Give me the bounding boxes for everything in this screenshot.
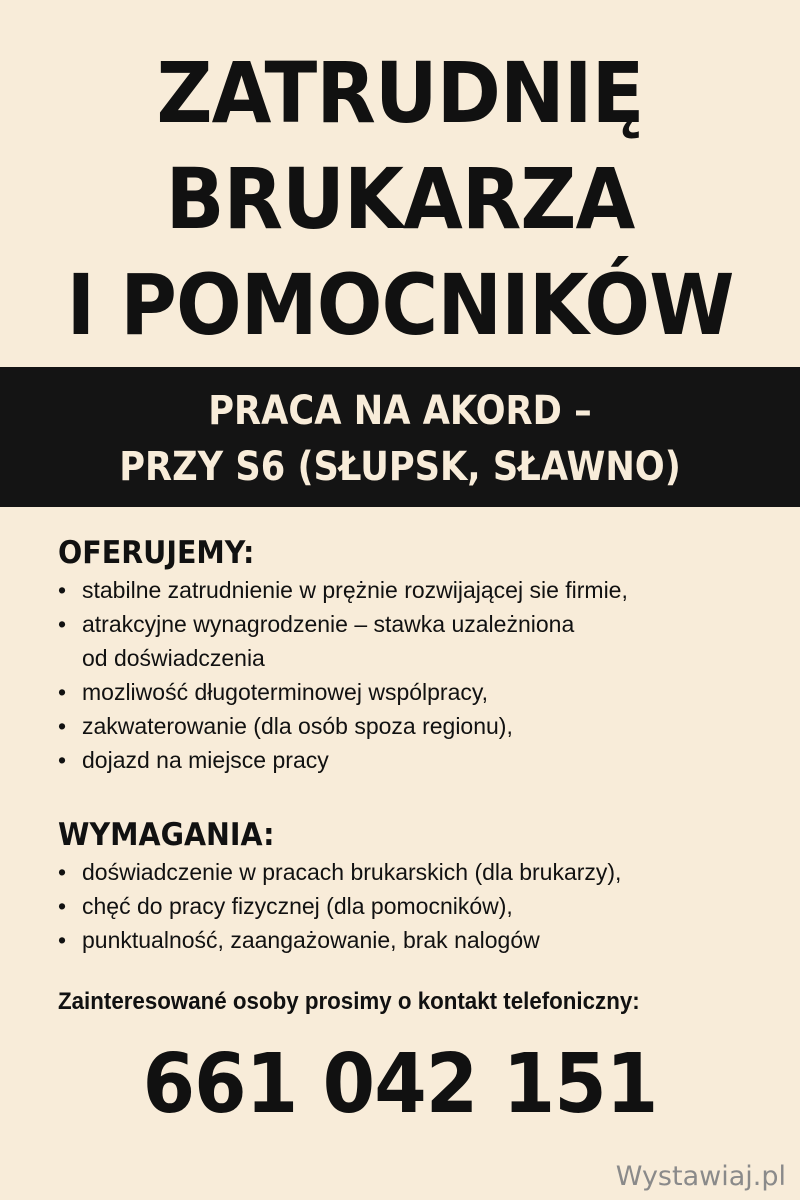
offer-list <box>58 573 778 777</box>
list-item <box>58 709 778 743</box>
list-item <box>58 855 778 889</box>
bullet-icon: • <box>58 611 67 637</box>
requirements-section <box>58 815 778 957</box>
bullet-icon: • <box>58 747 67 773</box>
bullet-icon: • <box>58 713 67 739</box>
list-item <box>58 743 778 777</box>
bullet-icon: • <box>58 577 67 603</box>
offer-item-text: atrakcyjne wynagrodzenie – stawka uzależniona od doświadczenia <box>82 611 575 671</box>
offer-heading: OFERUJEMY: <box>58 535 255 571</box>
banner-line-2: PRZY S6 (SŁUPSK, SŁAWNO) <box>119 444 681 490</box>
list-item <box>58 607 778 675</box>
list-item <box>58 573 778 607</box>
requirement-item-text: chęć do pracy fizycznej (dla pomocników), <box>82 893 513 919</box>
list-item <box>58 889 778 923</box>
headline-line-3: I POMOCNIKÓW <box>66 256 734 354</box>
bullet-icon: • <box>58 679 67 705</box>
watermark-logo: Wystawiaj.pl <box>615 1161 786 1192</box>
requirement-item-text: doświadczenie w pracach brukarskich (dla brukarzy), <box>82 859 622 885</box>
headline-line-1: ZATRUDNIĘ <box>156 44 644 142</box>
offer-item-text: zakwaterowanie (dla osób spoza regionu), <box>82 713 513 739</box>
phone-number[interactable]: 661 042 151 <box>142 1037 658 1132</box>
banner-line-1: PRACA NA AKORD – <box>208 388 592 434</box>
requirements-heading: WYMAGANIA: <box>58 817 275 853</box>
offer-item-text: mozliwość długoterminowej wspólpracy, <box>82 679 489 705</box>
offer-section <box>58 533 778 777</box>
work-location-banner <box>0 367 800 507</box>
list-item <box>58 675 778 709</box>
requirement-item-text: punktualność, zaangażowanie, brak nalogów <box>82 927 540 953</box>
requirements-list <box>58 855 778 957</box>
job-headline <box>0 40 800 358</box>
contact-invitation: Zainteresowané osoby prosimy o kontakt telefoniczny: <box>58 988 640 1015</box>
offer-item-text: dojazd na miejsce pracy <box>82 747 329 773</box>
bullet-icon: • <box>58 893 67 919</box>
list-item <box>58 923 778 957</box>
headline-line-2: BRUKARZA <box>165 150 635 248</box>
bullet-icon: • <box>58 927 67 953</box>
offer-item-text: stabilne zatrudnienie w prężnie rozwijającej sie firmie, <box>82 577 628 603</box>
bullet-icon: • <box>58 859 67 885</box>
